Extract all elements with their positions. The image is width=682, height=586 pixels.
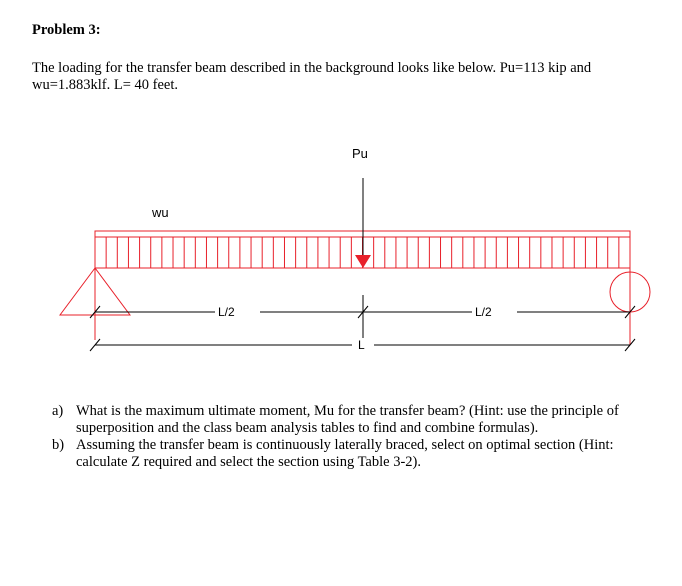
- point-load-label: Pu: [352, 146, 368, 161]
- problem-intro-text: The loading for the transfer beam described in the background looks like below. Pu=113 kip and wu=1.883klf. L= 40 feet.: [32, 60, 592, 93]
- problem-title: Problem 3:: [32, 22, 101, 38]
- question-item: [52, 403, 662, 436]
- question-item: [52, 437, 662, 470]
- distributed-load-label: wu: [152, 205, 169, 220]
- question-list: [52, 403, 662, 471]
- question-text: What is the maximum ultimate moment, Mu for the transfer beam? (Hint: use the principle of superposition and the class beam analysis tables to find and combine formulas).: [76, 403, 619, 436]
- question-text: Assuming the transfer beam is continuously laterally braced, select on optimal section (Hint: calculate Z required and select the section using Table 3-2).: [76, 437, 614, 470]
- half-span-label-left: L/2: [218, 305, 235, 319]
- question-label: a): [52, 403, 64, 419]
- point-load-arrow: [355, 178, 371, 268]
- question-label: b): [52, 437, 65, 453]
- half-span-label-right: L/2: [475, 305, 492, 319]
- span-label: L: [358, 338, 365, 352]
- roller-support: [610, 268, 650, 345]
- pin-support: [60, 268, 130, 340]
